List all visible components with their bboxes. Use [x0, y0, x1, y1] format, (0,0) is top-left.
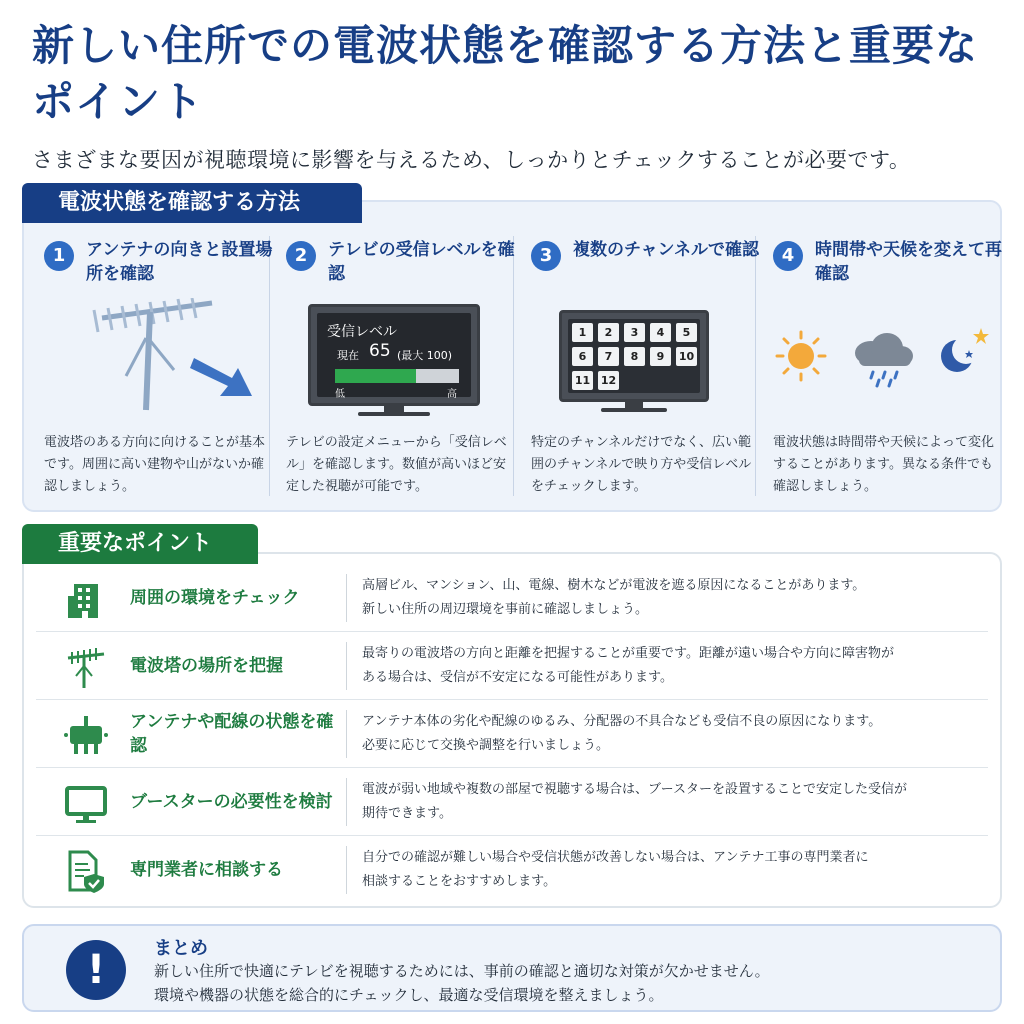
- summary-title: まとめ: [154, 938, 208, 959]
- antenna-icon: [64, 646, 108, 690]
- method-step-3: [529, 232, 769, 502]
- summary-panel: [22, 924, 1002, 1012]
- building-icon: [64, 578, 108, 622]
- methods-section-label: 電波状態を確認する方法: [22, 183, 362, 223]
- point-title: 専門業者に相談する: [130, 860, 283, 880]
- step-title: テレビの受信レベルを確認: [328, 240, 515, 284]
- step-number-badge: 2: [286, 241, 316, 271]
- step-title: アンテナの向きと設置場所を確認: [86, 240, 273, 284]
- step-title: 時間帯や天候を変えて再確認: [815, 240, 1002, 284]
- channel-button: 11: [572, 371, 593, 390]
- step-description: 電波塔のある方向に向けることが基本です。周囲に高い建物や山がないか確認しましょう。: [44, 435, 266, 494]
- channel-button: 10: [676, 347, 697, 366]
- channel-button: 6: [572, 347, 593, 366]
- desc-line: 新しい住所の周辺環境を事前に確認しましょう。: [362, 602, 649, 617]
- point-row: [36, 564, 988, 632]
- point-row: [36, 836, 988, 904]
- point-row: [36, 768, 988, 836]
- signal-bar-track: [335, 369, 459, 383]
- desc-line: 最寄りの電波塔の方向と距離を把握することが重要です。距離が遠い場合や方向に障害物が: [362, 646, 894, 661]
- desc-line: 高層ビル、マンション、山、電線、樹木などが電波を遮る原因になることがあります。: [362, 578, 866, 593]
- page-subtitle: さまざまな要因が視聴環境に影響を与えるため、しっかりとチェックすることが必要です。: [32, 148, 911, 172]
- methods-panel: [22, 200, 1002, 512]
- tv-channel-grid-icon: [529, 298, 769, 428]
- point-description: [362, 642, 982, 690]
- step-description: 電波状態は時間帯や天候によって変化することがあります。異なる条件でも確認しましょう。: [773, 435, 995, 494]
- step-number-badge: 1: [44, 241, 74, 271]
- point-title: アンテナや配線の状態を確認: [130, 712, 334, 756]
- channel-button: 9: [650, 347, 671, 366]
- channel-button: 1: [572, 323, 593, 342]
- step-description: 特定のチャンネルだけでなく、広い範囲のチャンネルで映り方や受信レベルをチェックします。: [531, 435, 752, 494]
- step-title: 複数のチャンネルで確認: [573, 240, 759, 260]
- desc-line: 自分での確認が難しい場合や受信状態が改善しない場合は、アンテナ工事の専門業者に: [362, 850, 869, 865]
- sun-icon: [777, 332, 825, 380]
- signal-heading: 受信レベル: [327, 324, 397, 340]
- channel-button: 12: [598, 371, 619, 390]
- step-description: テレビの設定メニューから「受信レベル」を確認します。数値が高いほど安定した視聴が可能です。: [286, 435, 507, 494]
- row-divider: [346, 778, 347, 826]
- high-label: 高: [447, 389, 457, 400]
- points-panel: [22, 552, 1002, 908]
- tv-frame: [308, 304, 480, 406]
- desc-line: 電波が弱い地域や複数の部屋で視聴する場合は、ブースターを設置することで安定した受信が: [362, 782, 907, 797]
- splitter-icon: [64, 714, 108, 758]
- channel-button: 4: [650, 323, 671, 342]
- desc-line: アンテナ本体の劣化や配線のゆるみ、分配器の不具合なども受信不良の原因になります。: [362, 714, 882, 729]
- summary-line: 環境や機器の状態を総合的にチェックし、最適な受信環境を整えましょう。: [154, 986, 664, 1004]
- channel-grid: [568, 319, 700, 393]
- point-description: [362, 710, 982, 758]
- method-step-1: [42, 232, 282, 502]
- tv-screen: [317, 313, 471, 400]
- monitor-icon: [64, 782, 108, 826]
- exclamation-icon: !: [66, 940, 126, 1000]
- max-label: (最大 100): [397, 349, 453, 362]
- point-title: 電波塔の場所を把握: [130, 656, 283, 676]
- tv-frame: [559, 310, 709, 402]
- method-step-2: [284, 232, 524, 502]
- point-description: [362, 778, 982, 826]
- row-divider: [346, 574, 347, 622]
- weather-icons: [771, 298, 1011, 428]
- point-row: [36, 700, 988, 768]
- channel-button: 8: [624, 347, 645, 366]
- rain-cloud-icon: [855, 333, 913, 386]
- current-value: 65: [369, 341, 391, 361]
- desc-line: ある場合は、受信が不安定になる可能性があります。: [362, 670, 673, 685]
- method-step-4: [771, 232, 1011, 502]
- row-divider: [346, 642, 347, 690]
- point-description: [362, 846, 982, 894]
- tv-base: [601, 408, 667, 412]
- points-section-label: 重要なポイント: [22, 524, 258, 564]
- desc-line: 必要に応じて交換や調整を行いましょう。: [362, 738, 610, 753]
- channel-button: 3: [624, 323, 645, 342]
- point-row: [36, 632, 988, 700]
- page-title: 新しい住所での電波状態を確認する方法と重要なポイント: [32, 21, 979, 126]
- desc-line: 相談することをおすすめします。: [362, 874, 557, 889]
- moon-star-icon: [941, 328, 989, 372]
- low-label: 低: [335, 389, 345, 400]
- channel-button: 2: [598, 323, 619, 342]
- step-number-badge: 4: [773, 241, 803, 271]
- point-title: 周囲の環境をチェック: [130, 588, 300, 608]
- signal-bar-fill: [335, 369, 416, 383]
- tv-signal-level-icon: [284, 298, 524, 428]
- document-shield-icon: [64, 850, 108, 894]
- row-divider: [346, 846, 347, 894]
- channel-button: 7: [598, 347, 619, 366]
- desc-line: 期待できます。: [362, 806, 452, 821]
- current-label: 現在: [337, 349, 359, 362]
- channel-button: 5: [676, 323, 697, 342]
- row-divider: [346, 710, 347, 758]
- point-description: [362, 574, 982, 622]
- point-title: ブースターの必要性を検討: [130, 792, 333, 812]
- summary-line: 新しい住所で快適にテレビを視聴するためには、事前の確認と適切な対策が欠かせません。: [154, 962, 770, 980]
- tv-base: [358, 412, 430, 416]
- antenna-with-arrow-icon: [42, 298, 282, 428]
- step-number-badge: 3: [531, 241, 561, 271]
